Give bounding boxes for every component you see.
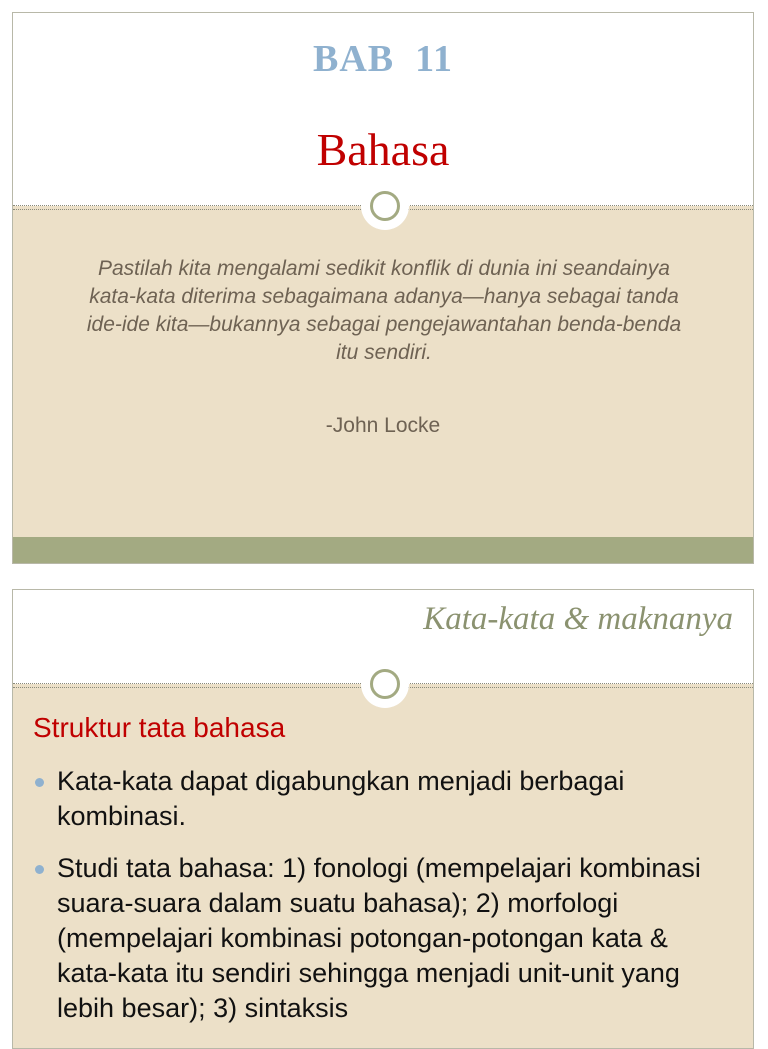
section-title: Kata-kata & maknanya	[423, 601, 733, 637]
list-item-text: Studi tata bahasa: 1) fonologi (mempelajari kombinasi suara-suara dalam suatu bahasa); 2) morfologi (mempelajari kombinasi potongan-potongan kata & kata-kata itu sendiri sehingga menjadi unit-unit yang lebih besar); 3) sintaksis	[57, 853, 701, 1023]
slide-main-title: Bahasa	[316, 124, 450, 175]
footer-bar	[13, 537, 753, 564]
list-item	[35, 764, 735, 834]
ring-ornament-icon	[361, 182, 409, 230]
list-item-text: Kata-kata dapat digabungkan menjadi berbagai kombinasi.	[57, 766, 625, 831]
quote-text: Pastilah kita mengalami sedikit konflik di dunia ini seandainya kata-kata diterima sebagaimana adanya—hanya sebagai tanda ide-ide kita—bukannya sebagai pengejawantahan benda-benda itu sendiri.	[86, 257, 682, 364]
slide-bab-11	[12, 12, 754, 564]
list-item	[35, 851, 735, 1026]
chapter-title: BAB 11	[312, 38, 454, 80]
quote-author: -John Locke	[325, 414, 441, 437]
ring-ornament-icon	[361, 660, 409, 708]
bullet-dot-icon	[35, 778, 44, 787]
bullet-list	[35, 764, 735, 1043]
slide-title-area	[13, 13, 753, 206]
subheading: Struktur tata bahasa	[33, 712, 286, 743]
bullet-dot-icon	[35, 865, 44, 874]
slide-kata-kata	[12, 589, 754, 1049]
